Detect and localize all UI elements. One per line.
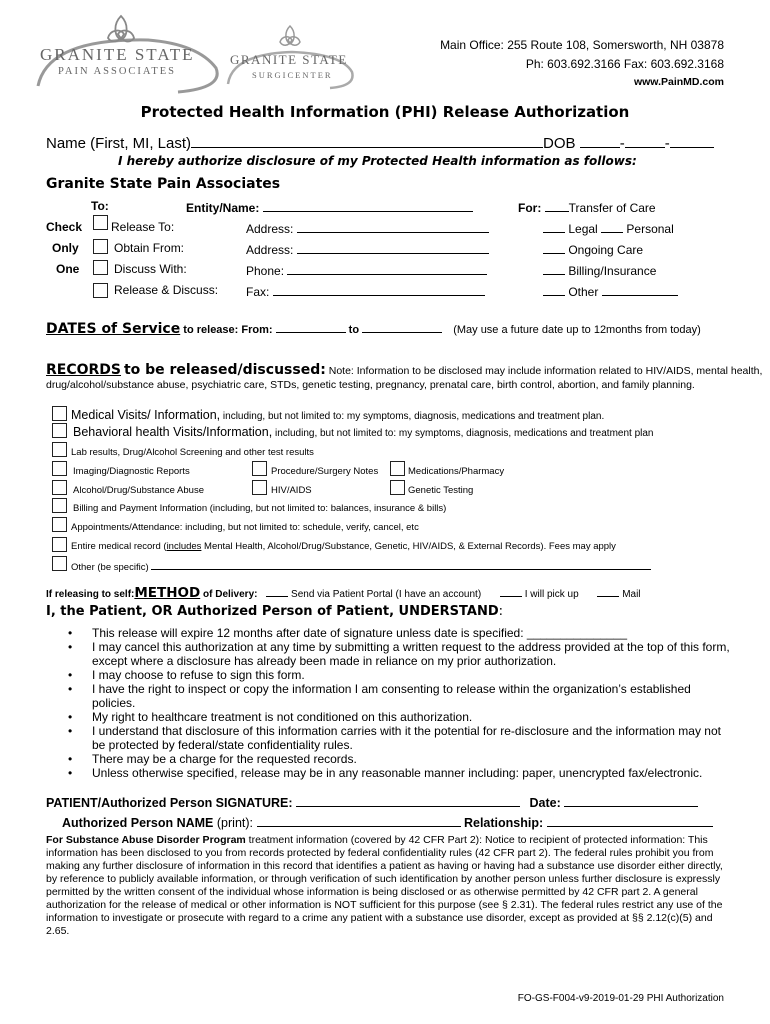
records-note: Note: Information to be disclosed may include information related to HIV/AIDS, mental health, — [328, 365, 763, 377]
genetic-label: Genetic Testing — [408, 485, 474, 496]
understand-heading: I, the Patient, OR Authorized Person of Patient, UNDERSTAND — [46, 604, 499, 619]
to-label: To: — [91, 199, 109, 213]
entire-record-includes: includes — [166, 541, 202, 552]
logo-line2: PAIN ASSOCIATES — [58, 66, 177, 77]
understand-colon: : — [498, 604, 504, 619]
phone-label: Phone: — [246, 264, 285, 278]
dates-from-label: to release: From: — [183, 324, 273, 336]
release-discuss-checkbox[interactable] — [93, 283, 108, 298]
entire-record-row — [71, 541, 616, 552]
entity-field[interactable] — [263, 199, 473, 212]
dob-year-field[interactable] — [670, 135, 714, 148]
fax-row — [246, 283, 485, 299]
lab-results-label: Lab results, Drug/Alcohol Screening and other test results — [71, 447, 314, 458]
entire-record-checkbox[interactable] — [52, 537, 67, 552]
understand-item: • I understand that disclosure of this information carries with it the potential for re-disclosure and the information may not be protected by federal/state confidentiality rules. — [46, 724, 732, 752]
address-label-2: Address: — [246, 243, 294, 257]
genetic-checkbox[interactable] — [390, 480, 405, 495]
logo-line1: GRANITE STATE — [40, 45, 195, 64]
name-dob-row: Name (First, MI, Last) DOB - - — [46, 135, 714, 152]
appointments-checkbox[interactable] — [52, 517, 67, 532]
method-prefix: If releasing to self: — [46, 589, 135, 600]
dob-month-field[interactable] — [580, 135, 620, 148]
billing-info-checkbox[interactable] — [52, 498, 67, 513]
records-heading-rest: to be released/discussed: — [123, 362, 326, 378]
behavioral-detail: including, but not limited to: my symptoms, diagnosis, medications and treatment plan — [274, 428, 654, 439]
purpose-other: Other — [568, 285, 599, 299]
legal-field[interactable] — [543, 220, 565, 233]
substance-notice-heading: For Substance Abuse Disorder Program — [46, 834, 246, 846]
procedure-checkbox[interactable] — [252, 461, 267, 476]
signature-field[interactable] — [296, 794, 520, 807]
records-heading-row — [46, 362, 762, 378]
address-field-1[interactable] — [297, 220, 489, 233]
surg-logo-line1: GRANITE STATE — [230, 52, 348, 67]
personal-field[interactable] — [601, 220, 623, 233]
auth-name-field[interactable] — [257, 814, 461, 827]
understand-item: • There may be a charge for the requested records. — [46, 752, 732, 766]
option-release-discuss: Release & Discuss: — [114, 283, 219, 297]
hiv-label: HIV/AIDS — [271, 485, 312, 496]
purpose-ongoing: Ongoing Care — [568, 243, 644, 257]
other-records-field[interactable] — [151, 560, 651, 570]
date-from-field[interactable] — [276, 320, 346, 333]
trinity-knot-icon — [280, 26, 300, 45]
for-label: For: — [518, 201, 542, 215]
appointments-label: Appointments/Attendance: including, but not limited to: schedule, verify, cancel, etc — [71, 522, 419, 533]
phone-field[interactable] — [287, 262, 487, 275]
alcohol-checkbox[interactable] — [52, 480, 67, 495]
dob-label: DOB — [543, 135, 576, 152]
hiv-checkbox[interactable] — [252, 480, 267, 495]
understand-item: • I have the right to inspect or copy the information I am consenting to release within the organization’s established policies. — [46, 682, 732, 710]
understand-list — [46, 626, 732, 780]
billing-row — [543, 262, 656, 278]
method-mail: Mail — [622, 589, 641, 600]
understand-item: • This release will expire 12 months after date of signature unless date is specified: _______________ — [46, 626, 732, 640]
check-word-3: One — [56, 262, 80, 276]
other-records-checkbox[interactable] — [52, 556, 67, 571]
authorize-statement: I hereby authorize disclosure of my Protected Health information as follows: — [118, 154, 637, 168]
ongoing-field[interactable] — [543, 241, 565, 254]
office-website[interactable]: www.PainMD.com — [633, 76, 724, 88]
other-purpose-field[interactable] — [602, 283, 678, 296]
other-purpose-row — [543, 283, 678, 299]
purpose-personal: Personal — [626, 222, 674, 236]
print-label: (print): — [216, 816, 254, 830]
relationship-field[interactable] — [547, 814, 713, 827]
check-word-2: Only — [52, 241, 79, 255]
release-to-checkbox[interactable] — [93, 215, 108, 230]
form-code: FO-GS-F004-v9-2019-01-29 PHI Authorization — [517, 993, 724, 1004]
method-row — [46, 584, 641, 601]
address-label-1: Address: — [246, 222, 294, 236]
imaging-checkbox[interactable] — [52, 461, 67, 476]
purpose-transfer: Transfer of Care — [568, 201, 656, 215]
other-records-label: Other (be specific) — [71, 562, 149, 573]
method-portal: Send via Patient Portal (I have an account) — [291, 589, 482, 600]
medications-checkbox[interactable] — [390, 461, 405, 476]
method-pickup: I will pick up — [524, 589, 579, 600]
behavioral-label: Behavioral health Visits/Information, — [73, 425, 273, 439]
behavioral-checkbox[interactable] — [52, 423, 67, 438]
substance-notice — [46, 834, 736, 938]
fax-label: Fax: — [246, 285, 270, 299]
understand-item: • I may cancel this authorization at any time by submitting a written request to the address provided at the top of this form, except where a disclosure has already been made in reliance on my prior authorization. — [46, 640, 732, 668]
medications-label: Medications/Pharmacy — [408, 466, 505, 477]
ongoing-row — [543, 241, 643, 257]
understand-item: • I may choose to refuse to sign this form. — [46, 668, 732, 682]
surg-logo-line2: SURGICENTER — [252, 70, 333, 80]
obtain-from-checkbox[interactable] — [93, 239, 108, 254]
name-field[interactable] — [191, 135, 543, 148]
address-row-2 — [246, 241, 489, 257]
auth-name-label: Authorized Person NAME — [62, 816, 214, 830]
dates-row — [46, 320, 701, 337]
records-note-2: drug/alcohol/substance abuse, psychiatric care, STDs, genetic testing, pregnancy, prenatal care, birth control, abortion, and family planning. — [46, 379, 695, 391]
transfer-care-field[interactable] — [545, 199, 569, 212]
mail-field[interactable] — [597, 584, 619, 597]
org-name: Granite State Pain Associates — [46, 176, 281, 192]
medical-visits-checkbox[interactable] — [52, 406, 67, 421]
date-label: Date: — [529, 796, 561, 810]
office-phone: Ph: 603.692.3166 Fax: 603.692.3168 — [525, 57, 724, 71]
entire-record-label: Entire medical record ( — [71, 541, 167, 552]
purpose-legal: Legal — [568, 222, 598, 236]
method-suffix: of Delivery: — [203, 589, 258, 600]
entire-record-detail: Mental Health, Alcohol/Drug/Substance, Genetic, HIV/AIDS, & External Records). Fees may apply — [201, 541, 616, 552]
name-label: Name (First, MI, Last) — [46, 135, 192, 152]
procedure-label: Procedure/Surgery Notes — [271, 466, 379, 477]
pickup-field[interactable] — [500, 584, 522, 597]
dob-day-field[interactable] — [625, 135, 665, 148]
medical-visits-row — [71, 408, 604, 422]
auth-name-row — [62, 814, 713, 830]
office-address: Main Office: 255 Route 108, Somersworth, NH 03878 — [440, 38, 724, 52]
page-title: Protected Health Information (PHI) Release Authorization — [140, 103, 630, 121]
entity-row — [186, 199, 473, 215]
portal-field[interactable] — [266, 584, 288, 597]
date-to-field[interactable] — [362, 320, 442, 333]
address-row-1 — [246, 220, 489, 236]
option-obtain-from: Obtain From: — [114, 241, 185, 255]
other-purpose-check-field[interactable] — [543, 283, 565, 296]
trinity-knot-icon — [108, 16, 134, 41]
phone-row — [246, 262, 487, 278]
option-release-to: Release To: — [111, 220, 175, 234]
date-field[interactable] — [564, 794, 698, 807]
billing-info-label: Billing and Payment Information (including, but not limited to: balances, insurance & bills) — [73, 503, 447, 514]
dates-to-label: to — [348, 324, 360, 336]
substance-notice-text: treatment information (covered by 42 CFR Part 2): Notice to recipient of protected information: This information has been disclosed to you from records protected by federal confidentiality rules (42 CFR part 2). The federal rules prohibit you from making any further disclosure of information in this record that identifies a patient as having or having had a substance use disorder either directly, by reference to publicly available information, or through verification of such identification by another person unless further disclosure is expressly permitted by the written consent of the individual whose information is being disclosed or as otherwise permitted by 42 CFR part 2. A general authorization for the release of medical or other information is NOT sufficient for this purpose (see § 2.31). The federal rules restrict any use of the information to investigate or prosecute with regard to a crime any patient with a substance use disorder, except as provided at §§ 2.12(c)(5) and 2.65. — [46, 834, 723, 937]
for-row — [518, 199, 656, 215]
signature-row — [46, 794, 698, 810]
records-heading: RECORDS — [46, 362, 122, 378]
lab-results-checkbox[interactable] — [52, 442, 67, 457]
check-word-1: Check — [46, 220, 83, 234]
purpose-billing: Billing/Insurance — [568, 264, 657, 278]
discuss-with-checkbox[interactable] — [93, 260, 108, 275]
method-heading: METHOD — [134, 585, 201, 601]
option-discuss-with: Discuss With: — [114, 262, 187, 276]
entity-label: Entity/Name: — [186, 201, 260, 215]
understand-item: • Unless otherwise specified, release may be in any reasonable manner including: paper, unencrypted fax/electronic. — [46, 766, 732, 780]
fax-field[interactable] — [273, 283, 485, 296]
understand-item: • My right to healthcare treatment is not conditioned on this authorization. — [46, 710, 732, 724]
signature-label: PATIENT/Authorized Person SIGNATURE: — [46, 796, 293, 810]
behavioral-row — [73, 425, 654, 439]
relationship-label: Relationship: — [463, 816, 544, 830]
understand-row — [46, 604, 503, 619]
address-field-2[interactable] — [297, 241, 489, 254]
dates-note: (May use a future date up to 12months from today) — [453, 324, 701, 336]
billing-field[interactable] — [543, 262, 565, 275]
alcohol-label: Alcohol/Drug/Substance Abuse — [73, 485, 204, 496]
medical-visits-detail: including, but not limited to: my symptoms, diagnosis, medications and treatment plan. — [222, 411, 605, 422]
legal-personal-row — [543, 220, 674, 236]
imaging-label: Imaging/Diagnostic Reports — [73, 466, 190, 477]
medical-visits-label: Medical Visits/ Information, — [71, 408, 221, 422]
dates-heading: DATES of Service — [46, 321, 181, 337]
other-records-row — [71, 560, 651, 573]
